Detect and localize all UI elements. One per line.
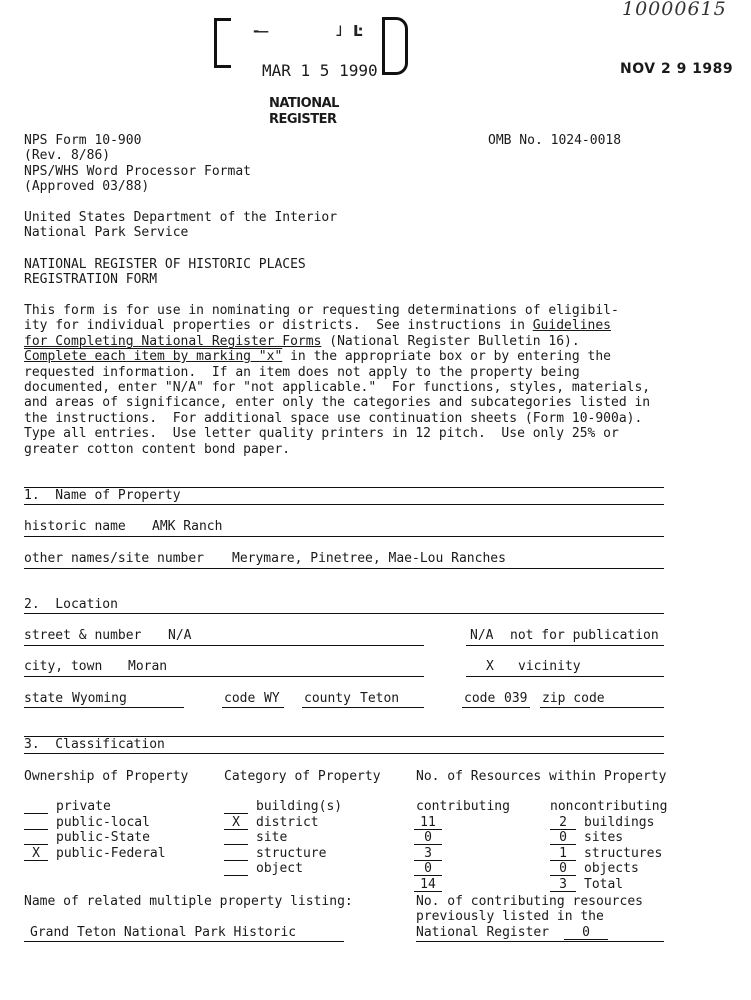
category-structure-label: structure <box>256 846 327 861</box>
category-heading: Category of Property <box>224 769 381 784</box>
not-for-publication-value[interactable]: N/A <box>470 628 494 643</box>
form-number: NPS Form 10-900 <box>24 133 142 148</box>
historic-name-rule <box>24 536 664 537</box>
contributing-objects-count[interactable]: 0 <box>414 861 442 876</box>
section-1-heading: 1. Name of Property <box>24 488 181 503</box>
guidelines-reference: Guidelines <box>532 318 612 333</box>
ownership-private-label: private <box>56 799 111 814</box>
form-approved: (Approved 03/88) <box>24 179 150 194</box>
vicinity-checkbox[interactable]: X <box>486 659 494 674</box>
instructions-line-8: the instructions. For additional space use continuation sheets (Form 10-900a). <box>24 411 643 426</box>
resource-total-label: Total <box>584 877 624 892</box>
instructions-emphasis: Complete each item by marking "x" <box>24 349 283 364</box>
agency-department: United States Department of the Interior <box>24 210 338 225</box>
nov-date-stamp: NOV 2 9 1989 <box>620 61 734 77</box>
other-names-label: other names/site number <box>24 551 205 566</box>
ownership-public-state-checkbox[interactable] <box>24 830 48 845</box>
instructions-line-9: Type all entries. Use letter quality printers in 12 pitch. Use only 25% or <box>24 426 619 441</box>
received-stamp-date: MAR 1 5 1990 <box>262 61 378 80</box>
omb-number: OMB No. 1024-0018 <box>488 133 622 148</box>
previously-listed-line-2: previously listed in the <box>416 909 604 924</box>
state-code-label: code <box>224 691 256 706</box>
ownership-private-checkbox[interactable] <box>24 799 48 814</box>
category-buildings-label: building(s) <box>256 799 343 814</box>
instructions-text: (National Register Bulletin 16). <box>321 334 580 349</box>
county-code-value[interactable]: 039 <box>504 691 528 706</box>
instructions-text: ity for individual properties or districts. See instructions in <box>24 318 533 333</box>
category-buildings-checkbox[interactable] <box>224 799 248 814</box>
instructions-line-6: documented, enter "N/A" for "not applicable." For functions, styles, materials, <box>24 380 651 395</box>
state-code-rule <box>222 707 284 708</box>
other-names-rule <box>24 568 664 569</box>
category-site-label: site <box>256 830 288 845</box>
instructions-line-3 <box>24 334 580 350</box>
previously-listed-line-3: National Register <box>416 925 550 940</box>
city-town-label: city, town <box>24 659 103 674</box>
guidelines-title: for Completing National Register Forms <box>24 334 322 349</box>
national-register-stamp-line-1: NATIONAL <box>269 96 339 111</box>
instructions-line-5: requested information. If an item does not apply to the property being <box>24 365 580 380</box>
contributing-column-label: contributing <box>416 799 510 814</box>
ownership-public-local-checkbox[interactable] <box>24 815 48 830</box>
resource-sites-label: sites <box>584 830 624 845</box>
instructions-line-10: greater cotton content bond paper. <box>24 442 291 457</box>
resource-objects-label: objects <box>584 861 639 876</box>
vicinity-label: vicinity <box>518 659 581 674</box>
ownership-public-local-label: public-local <box>56 815 150 830</box>
agency-service: National Park Service <box>24 225 189 240</box>
historic-name-value[interactable]: AMK Ranch <box>152 519 223 534</box>
previously-listed-line-1: No. of contributing resources <box>416 894 643 909</box>
other-names-value[interactable]: Merymare, Pinetree, Mae-Lou Ranches <box>232 551 506 566</box>
contributing-buildings-count[interactable]: 11 <box>414 815 442 830</box>
ownership-heading: Ownership of Property <box>24 769 189 784</box>
category-district-checkbox[interactable]: X <box>224 815 248 830</box>
handwritten-reference-number: 10000615 <box>622 0 727 20</box>
instructions-text: in the appropriate box or by entering the <box>282 349 612 364</box>
received-stamp-fragment: - ̶ <box>253 22 270 40</box>
zip-code-rule <box>540 707 664 708</box>
county-value[interactable]: Teton <box>360 691 400 706</box>
city-town-rule <box>24 676 424 677</box>
contributing-sites-count[interactable]: 0 <box>414 830 442 845</box>
resources-heading: No. of Resources within Property <box>416 769 667 784</box>
contributing-structures-count[interactable]: 3 <box>414 846 442 861</box>
state-code-value[interactable]: WY <box>264 691 280 706</box>
noncontributing-column-label: noncontributing <box>550 799 668 814</box>
section-2-heading-rule <box>24 613 664 614</box>
section-2-heading: 2. Location <box>24 597 118 612</box>
street-number-label: street & number <box>24 628 142 643</box>
not-for-publication-label: not for publication <box>510 628 659 643</box>
instructions-line-2 <box>24 318 611 334</box>
not-for-publication-rule <box>466 645 664 646</box>
vicinity-rule <box>466 676 664 677</box>
category-structure-checkbox[interactable] <box>224 846 248 861</box>
section-1-heading-rule <box>24 504 664 505</box>
form-format: NPS/WHS Word Processor Format <box>24 164 251 179</box>
historic-name-label: historic name <box>24 519 126 534</box>
state-value[interactable]: Wyoming <box>72 691 127 706</box>
ownership-public-federal-checkbox[interactable]: X <box>24 846 48 861</box>
noncontributing-structures-count[interactable]: 1 <box>550 846 576 861</box>
section-3-heading: 3. Classification <box>24 737 165 752</box>
zip-code-label: zip code <box>542 691 605 706</box>
city-town-value[interactable]: Moran <box>128 659 168 674</box>
state-rule <box>24 707 184 708</box>
noncontributing-objects-count[interactable]: 0 <box>550 861 576 876</box>
ownership-public-state-label: public-State <box>56 830 150 845</box>
form-title-line-2: REGISTRATION FORM <box>24 272 158 287</box>
county-code-label: code <box>464 691 496 706</box>
county-rule <box>302 707 424 708</box>
instructions-line-1: This form is for use in nominating or requesting determinations of eligibil- <box>24 303 619 318</box>
category-district-label: district <box>256 815 319 830</box>
previously-listed-count[interactable]: 0 <box>564 925 608 940</box>
category-object-checkbox[interactable] <box>224 861 248 876</box>
county-code-rule <box>462 707 530 708</box>
state-label: state <box>24 691 64 706</box>
form-title-line-1: NATIONAL REGISTER OF HISTORIC PLACES <box>24 257 306 272</box>
resource-structures-label: structures <box>584 846 663 861</box>
national-register-stamp-line-2: REGISTER <box>269 112 337 127</box>
multiple-property-value[interactable]: Grand Teton National Park Historic <box>30 925 297 940</box>
received-stamp-left-bracket <box>214 18 231 68</box>
category-object-label: object <box>256 861 303 876</box>
previously-listed-rule <box>416 941 664 942</box>
form-revision: (Rev. 8/86) <box>24 148 111 163</box>
received-stamp-fragment-2: ˩ Ŀ <box>335 22 363 40</box>
contributing-total-count[interactable]: 14 <box>414 877 442 892</box>
category-site-checkbox[interactable] <box>224 830 248 845</box>
street-number-rule <box>24 645 424 646</box>
instructions-line-7: and areas of significance, enter only the categories and subcategories listed in <box>24 395 651 410</box>
noncontributing-total-count[interactable]: 3 <box>550 877 576 892</box>
instructions-line-4 <box>24 349 611 365</box>
multiple-property-label: Name of related multiple property listing: <box>24 894 353 909</box>
noncontributing-buildings-count[interactable]: 2 <box>550 815 576 830</box>
street-number-value[interactable]: N/A <box>168 628 192 643</box>
ownership-public-federal-label: public-Federal <box>56 846 166 861</box>
resource-buildings-label: buildings <box>584 815 655 830</box>
multiple-property-rule <box>24 941 344 942</box>
received-stamp-letter-d <box>382 17 408 75</box>
noncontributing-sites-count[interactable]: 0 <box>550 830 576 845</box>
county-label: county <box>304 691 351 706</box>
section-3-heading-rule <box>24 753 664 754</box>
